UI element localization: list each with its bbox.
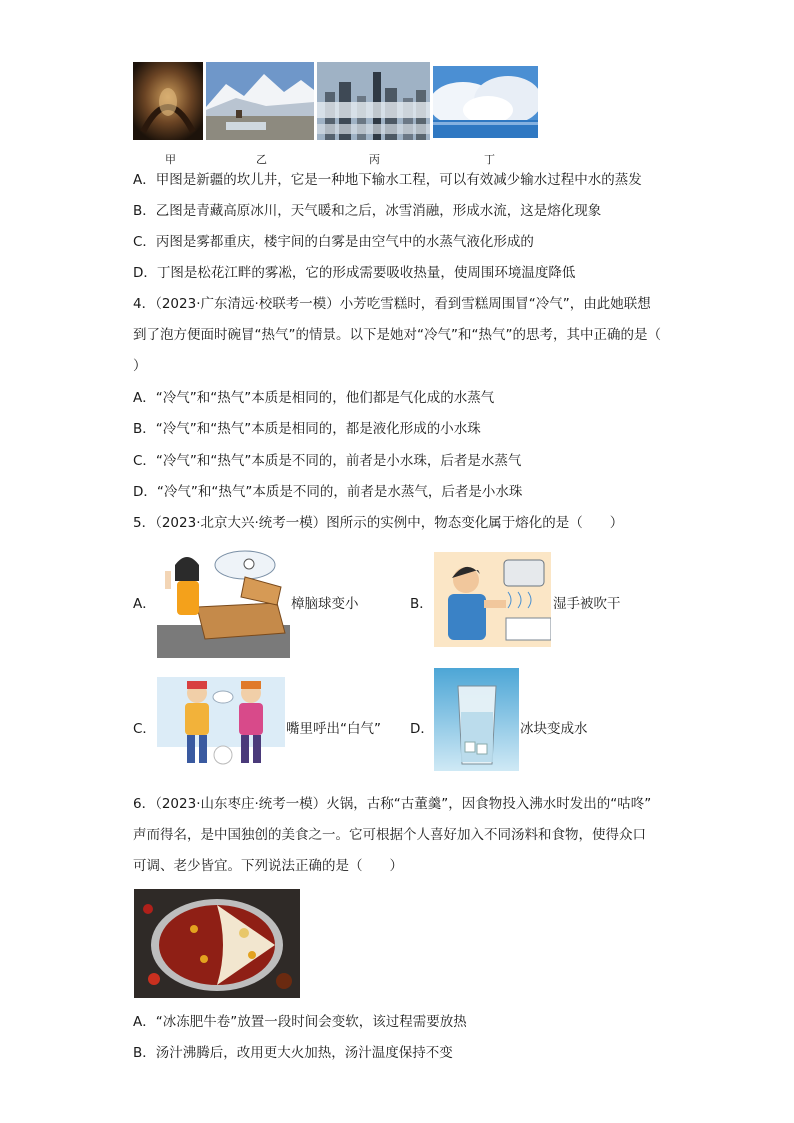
q5-image-camphor-ball: [157, 547, 290, 658]
q5-option-c-text: 嘴里呼出“白气”: [286, 721, 381, 737]
q4-stem-line-3: ）: [133, 358, 147, 374]
photo-bing-chongqing-fog: [317, 62, 430, 140]
q6-stem-line-3: 可调、老少皆宜。下列说法正确的是（ ）: [133, 858, 403, 874]
q6-stem-line-2: 声而得名，是中国独创的美食之一。它可根据个人喜好加入不同汤料和食物，使得众口: [133, 827, 646, 843]
q3-option-b: B．乙图是青藏高原冰川，天气暖和之后，冰雪消融，形成水流，这是熔化现象: [133, 203, 602, 219]
caption-bing: 丙: [369, 153, 380, 166]
q5-option-a-letter: A．: [133, 596, 156, 612]
q5-option-d-text: 冰块变成水: [520, 721, 588, 737]
q5-option-b-letter: B．: [410, 596, 433, 612]
caption-jia: 甲: [165, 153, 176, 166]
q4-stem-line-1: 4．（2023·广东清远·校联考一模）小芳吃雪糕时，看到雪糕周围冒“冷气”，由此她联想: [133, 296, 651, 312]
q4-option-c: C．“冷气”和“热气”本质是不同的，前者是小水珠，后者是水蒸气: [133, 453, 522, 469]
q6-option-b: B．汤汁沸腾后，改用更大火加热，汤汁温度保持不变: [133, 1045, 453, 1061]
q3-option-a: A．甲图是新疆的坎儿井，它是一种地下输水工程，可以有效减少输水过程中水的蒸发: [133, 172, 642, 188]
caption-ding: 丁: [484, 153, 495, 166]
q6-stem-line-1: 6．（2023·山东枣庄·统考一模）火锅，古称“古董羹”，因食物投入沸水时发出的“咕咚”: [133, 796, 652, 812]
q6-image-hotpot: [134, 889, 300, 998]
q5-image-hand-dryer: [434, 552, 551, 647]
q3-option-d: D．丁图是松花江畔的雾凇，它的形成需要吸收热量，使周围环境温度降低: [133, 265, 576, 281]
photo-jia-karez-well: [133, 62, 203, 140]
q5-option-d-letter: D．: [410, 721, 434, 737]
q5-stem: 5．（2023·北京大兴·统考一模）图所示的实例中，物态变化属于熔化的是（ ）: [133, 515, 624, 531]
q3-option-c: C．丙图是雾都重庆，楼宇间的白雾是由空气中的水蒸气液化形成的: [133, 234, 534, 250]
q4-stem-line-2: 到了泡方便面时碗冒“热气”的情景。以下是她对“冷气”和“热气”的思考，其中正确的是（: [133, 327, 661, 343]
q5-option-c-letter: C．: [133, 721, 156, 737]
q4-option-d: D．“冷气”和“热气”本质是不同的，前者是水蒸气，后者是小水珠: [133, 484, 523, 500]
photo-ding-rime: [433, 66, 538, 138]
q4-option-a: A．“冷气”和“热气”本质是相同的，他们都是气化成的水蒸气: [133, 390, 495, 406]
q5-option-b-text: 湿手被吹干: [553, 596, 621, 612]
photo-yi-glacier: [206, 62, 314, 140]
q6-option-a: A．“冰冻肥牛卷”放置一段时间会变软，该过程需要放热: [133, 1014, 467, 1030]
caption-yi: 乙: [256, 153, 267, 166]
q4-option-b: B．“冷气”和“热气”本质是相同的，都是液化形成的小水珠: [133, 421, 481, 437]
q5-image-breath-white-air: [157, 677, 285, 775]
q5-image-ice-to-water: [434, 668, 519, 771]
q5-option-a-text: 樟脑球变小: [291, 596, 359, 612]
